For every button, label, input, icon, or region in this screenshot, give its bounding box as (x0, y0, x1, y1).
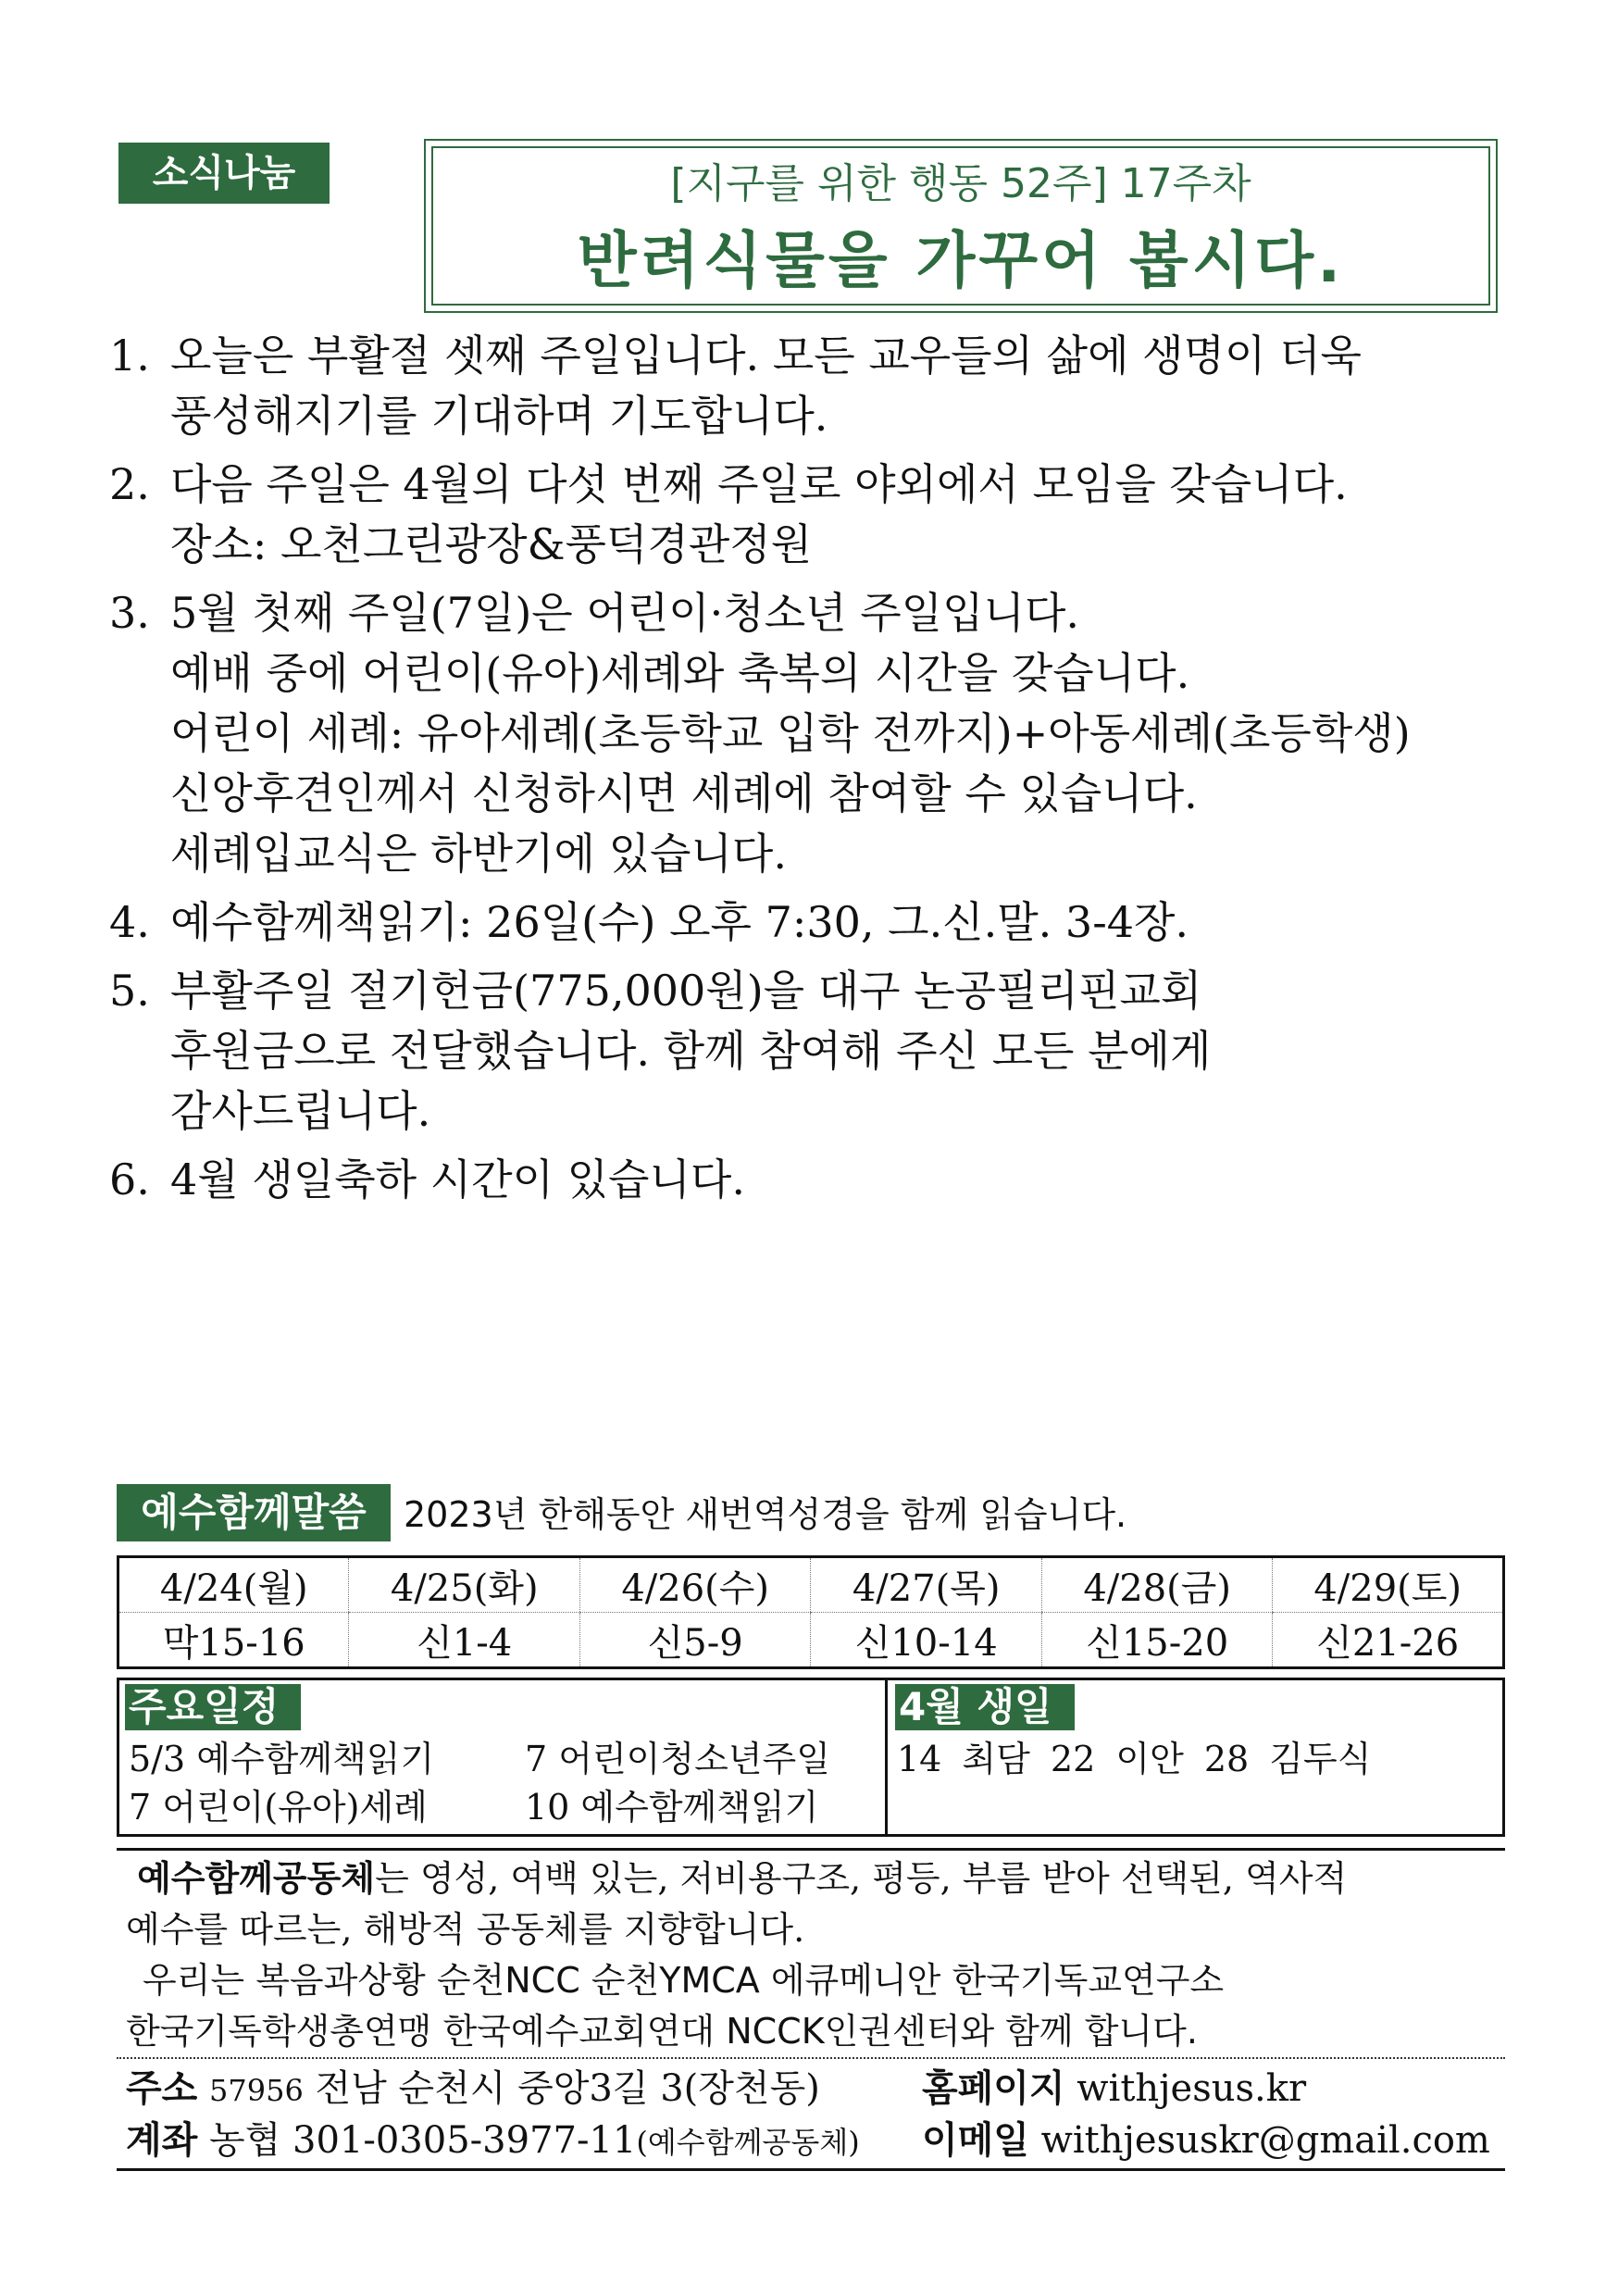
news-number: 3. (109, 588, 150, 638)
schedule-item: 5/3 예수함께책읽기 (129, 1739, 435, 1779)
schedule-panel (119, 1680, 888, 1834)
news-item (109, 1150, 1516, 1210)
news-number: 1. (109, 331, 150, 381)
schedule-item: 7 어린이청소년주일 (525, 1739, 830, 1779)
footer-row-account (126, 2115, 1505, 2166)
email-label: 이메일 (922, 2119, 1029, 2162)
news-item (109, 961, 1516, 1142)
title-box (424, 139, 1498, 313)
birthday-list: 14 최담 22 이안 28 김두식 (897, 1739, 1372, 1779)
homepage-link[interactable]: withjesus.kr (1077, 2067, 1307, 2110)
homepage-block (922, 2063, 1306, 2115)
email-block (922, 2115, 1490, 2166)
news-line: 감사드립니다. (170, 1086, 431, 1136)
community-divider (117, 1848, 1505, 1851)
reading-passage: 신1-4 (349, 1613, 579, 1668)
reading-passages-row (118, 1613, 1504, 1668)
account-holder: (예수함께공동체) (636, 2125, 860, 2160)
news-number: 6. (109, 1154, 150, 1204)
news-line: 오늘은 부활절 셋째 주일입니다. 모든 교우들의 삶에 생명이 더욱 (170, 331, 1362, 381)
reading-dates-row (118, 1557, 1504, 1613)
news-line: 세례입교식은 하반기에 있습니다. (170, 829, 787, 879)
partners-line: 우리는 복음과상황 순천NCC 순천YMCA 에큐메니안 한국기독교연구소 (143, 1960, 1225, 2001)
news-line: 장소: 오천그린광장&풍덕경관정원 (170, 519, 813, 569)
birthday-badge: 4월 생일 (895, 1684, 1075, 1730)
homepage-label: 홈페이지 (922, 2067, 1065, 2110)
news-line: 신앙후견인께서 신청하시면 세례에 참여할 수 있습니다. (170, 768, 1198, 818)
address-text: 전남 순천시 중앙3길 3(장천동) (315, 2067, 820, 2110)
community-statement (126, 1853, 1496, 1955)
community-line (126, 1853, 1496, 1904)
community-line: 예수를 따르는, 해방적 공동체를 지향합니다. (126, 1909, 805, 1950)
news-line: 4월 생일축하 시간이 있습니다. (170, 1154, 745, 1204)
partners-line: 한국기독학생총연맹 한국예수교회연대 NCCK인권센터와 함께 합니다. (126, 2011, 1198, 2052)
footer-row-address (126, 2063, 1505, 2115)
email-link[interactable]: withjesuskr@gmail.com (1040, 2119, 1490, 2162)
reading-date: 4/26(수) (579, 1557, 810, 1613)
news-line: 예수함께책읽기: 26일(수) 오후 7:30, 그.신.말. 3-4장. (170, 897, 1189, 947)
birthday-panel (888, 1680, 1502, 1834)
news-item (109, 583, 1516, 884)
news-number: 5. (109, 966, 150, 1016)
zip-code: 57956 (209, 2073, 304, 2108)
reading-date: 4/25(화) (349, 1557, 579, 1613)
verse-note: 2023년 한해동안 새번역성경을 함께 읽습니다. (404, 1494, 1127, 1535)
footer-bottom-rule (117, 2168, 1505, 2171)
news-item (109, 326, 1516, 446)
news-number: 4. (109, 897, 150, 947)
news-item (109, 892, 1516, 953)
news-line: 예배 중에 어린이(유아)세례와 축복의 시간을 갖습니다. (170, 648, 1190, 698)
info-box (117, 1678, 1505, 1837)
community-name: 예수함께공동체 (137, 1858, 376, 1899)
news-item (109, 455, 1516, 575)
news-line: 풍성해지기를 기대하며 기도합니다. (170, 391, 828, 441)
news-badge: 소식나눔 (118, 143, 330, 204)
schedule-badge: 주요일정 (125, 1684, 301, 1730)
reading-passage: 신15-20 (1041, 1613, 1272, 1668)
schedule-item: 7 어린이(유아)세례 (129, 1787, 428, 1828)
news-list (109, 326, 1516, 1218)
title-subtitle: [지구를 위한 행동 52주] 17주차 (670, 160, 1251, 207)
reading-table (117, 1555, 1505, 1669)
reading-passage: 신21-26 (1273, 1613, 1504, 1668)
footer (126, 2063, 1505, 2166)
reading-passage: 막15-16 (162, 1621, 305, 1665)
community-line1-text: 는 영성, 여백 있는, 저비용구조, 평등, 부름 받아 선택된, 역사적 (375, 1858, 1348, 1899)
footer-dotted-divider (117, 2057, 1505, 2059)
reading-date: 4/27(목) (811, 1557, 1041, 1613)
page-title: 반려식물을 가꾸어 봅시다. (577, 225, 1345, 296)
news-number: 2. (109, 459, 150, 509)
account-number: 농협 301-0305-3977-11 (209, 2119, 637, 2162)
partners-statement (126, 1955, 1496, 2057)
reading-passage: 신5-9 (579, 1613, 810, 1668)
verse-badge: 예수함께말씀 (117, 1484, 391, 1541)
reading-date: 4/28(금) (1041, 1557, 1272, 1613)
news-line: 어린이 세례: 유아세례(초등학교 입학 전까지)+아동세례(초등학생) (170, 708, 1411, 758)
address-label: 주소 (126, 2067, 198, 2110)
account-label: 계좌 (126, 2119, 198, 2162)
news-line: 후원금으로 전달했습니다. 함께 참여해 주신 모든 분에게 (170, 1026, 1212, 1076)
reading-passage: 신10-14 (811, 1613, 1041, 1668)
reading-date: 4/24(월) (118, 1557, 349, 1613)
news-line: 부활주일 절기헌금(775,000원)을 대구 논공필리핀교회 (170, 966, 1202, 1016)
news-line: 5월 첫째 주일(7일)은 어린이·청소년 주일입니다. (170, 588, 1080, 638)
reading-date: 4/29(토) (1273, 1557, 1504, 1613)
schedule-item: 10 예수함께책읽기 (525, 1787, 819, 1828)
news-line: 다음 주일은 4월의 다섯 번째 주일로 야외에서 모임을 갖습니다. (170, 459, 1348, 509)
